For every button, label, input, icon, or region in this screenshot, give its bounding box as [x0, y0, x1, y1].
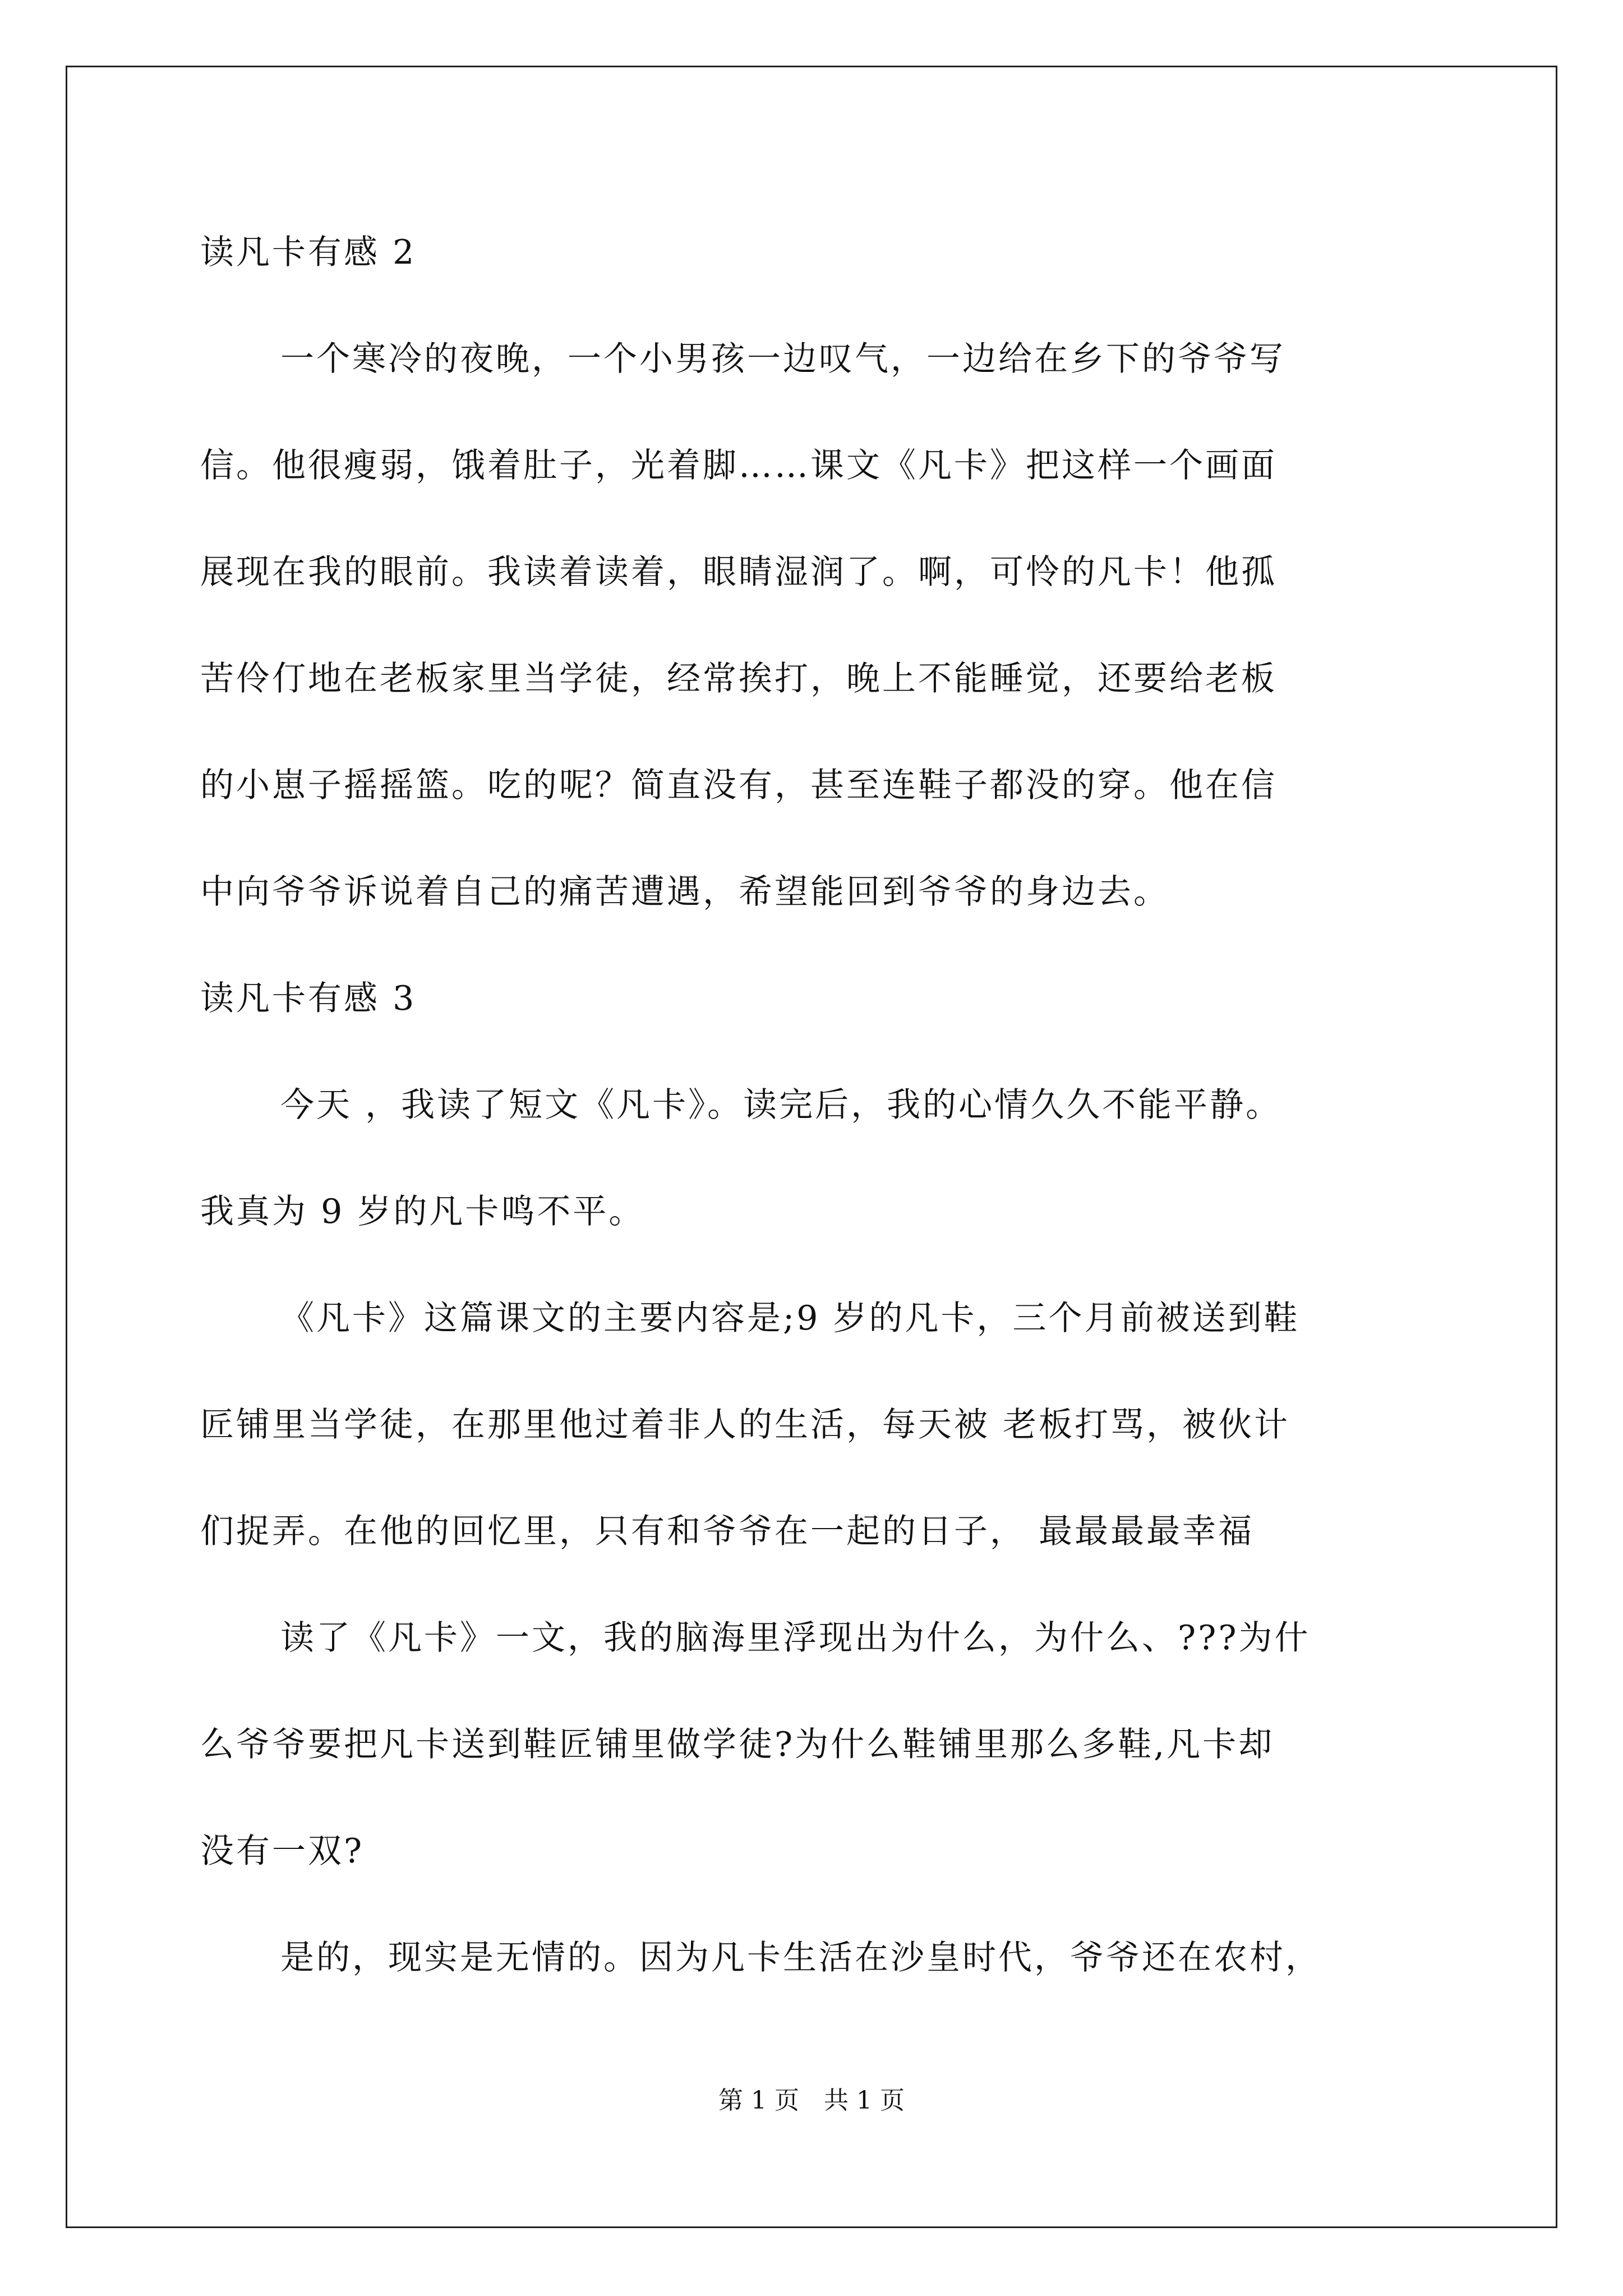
- paragraph-line: 么爷爷要把凡卡送到鞋匠铺里做学徒?为什么鞋铺里那么多鞋,凡卡却: [200, 1725, 1275, 1764]
- paragraph-line: 匠铺里当学徒，在那里他过着非人的生活，每天被 老板打骂，被伙计: [200, 1405, 1290, 1444]
- paragraph-line: 读了《凡卡》一文，我的脑海里浮现出为什么，为什么、???为什: [280, 1618, 1311, 1658]
- paragraph-line: 《凡卡》这篇课文的主要内容是;9 岁的凡卡，三个月前被送到鞋: [280, 1299, 1300, 1338]
- paragraph-line: 是的，现实是无情的。因为凡卡生活在沙皇时代，爷爷还在农村，: [280, 1938, 1321, 1977]
- paragraph-line: 苦伶仃地在老板家里当学徒，经常挨打，晚上不能睡觉，还要给老板: [200, 659, 1277, 698]
- section-heading-2: 读凡卡有感 2: [200, 233, 417, 272]
- paragraph-line: 今天 ，我读了短文《凡卡》。读完后，我的心情久久不能平静。: [280, 1085, 1282, 1125]
- paragraph-line: 展现在我的眼前。我读着读着，眼睛湿润了。啊，可怜的凡卡！他孤: [200, 553, 1277, 592]
- paragraph-line: 的小崽子摇摇篮。吃的呢？简直没有，甚至连鞋子都没的穿。他在信: [200, 766, 1277, 805]
- section-heading-3: 读凡卡有感 3: [200, 979, 417, 1018]
- paragraph-line: 中向爷爷诉说着自己的痛苦遭遇，希望能回到爷爷的身边去。: [200, 872, 1169, 912]
- page-border: [66, 66, 1557, 2228]
- paragraph-line: 信。他很瘦弱，饿着肚子，光着脚……课文《凡卡》把这样一个画面: [200, 446, 1277, 485]
- paragraph-line: 我真为 9 岁的凡卡鸣不平。: [200, 1192, 645, 1231]
- page-number-footer: 第 1 页 共 1 页: [718, 2086, 905, 2115]
- paragraph-line: 没有一双?: [200, 1832, 365, 1871]
- paragraph-line: 一个寒冷的夜晚，一个小男孩一边叹气，一边给在乡下的爷爷写: [280, 339, 1285, 379]
- paragraph-line: 们捉弄。在他的回忆里，只有和爷爷在一起的日子， 最最最最幸福: [200, 1512, 1255, 1551]
